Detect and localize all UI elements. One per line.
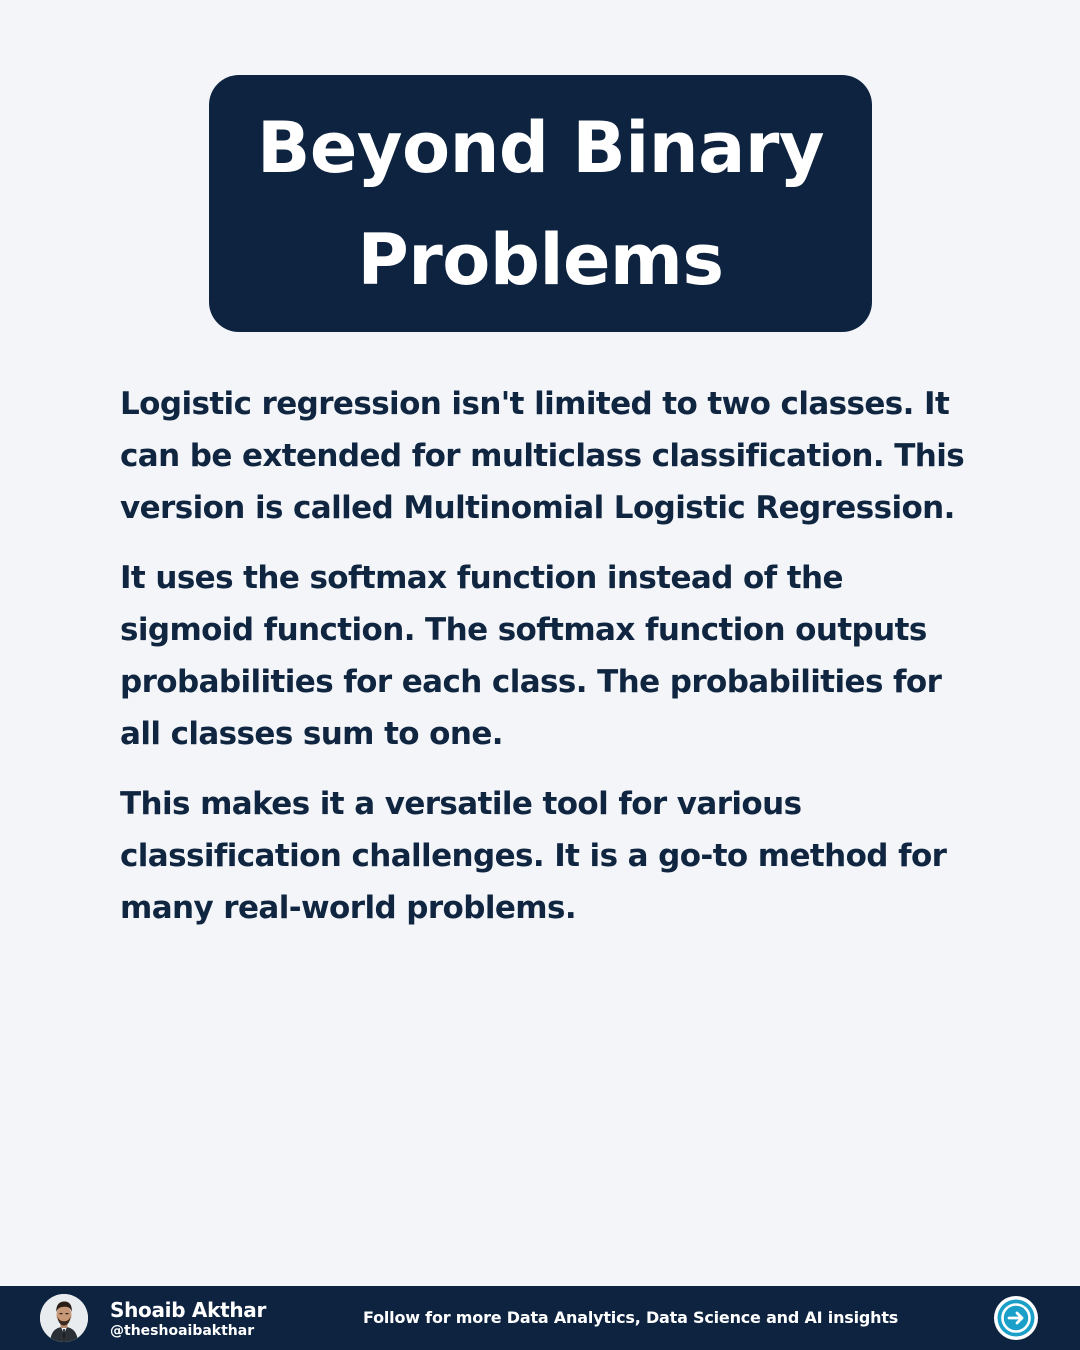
page-title (257, 92, 824, 316)
avatar (40, 1294, 88, 1342)
footer-bar (0, 1286, 1080, 1350)
author-handle[interactable]: @theshoaibakthar (110, 1323, 255, 1339)
paragraph-multinomial-intro: Logistic regression isn't limited to two classes. It can be extended for multiclass classification. This version is called Multinomial Logistic Regression. (120, 386, 965, 526)
body-content (120, 378, 970, 952)
author-name: Shoaib Akthar (110, 1298, 267, 1322)
title-line-2: Problems (357, 218, 724, 301)
paragraph-softmax: It uses the softmax function instead of the sigmoid function. The softmax function outputs probabilities for each class. The probabilities for all classes sum to one. (120, 560, 942, 752)
paragraph-versatile-tool: This makes it a versatile tool for various classification challenges. It is a go-to method for many real-world problems. (120, 786, 947, 926)
next-slide-button[interactable] (993, 1295, 1039, 1341)
title-line-1: Beyond Binary (257, 106, 824, 189)
follow-cta-text: Follow for more Data Analytics, Data Science and AI insights (363, 1308, 899, 1327)
title-banner (209, 75, 872, 332)
avatar-portrait (40, 1294, 88, 1342)
arrow-right-circle-icon (993, 1295, 1039, 1341)
